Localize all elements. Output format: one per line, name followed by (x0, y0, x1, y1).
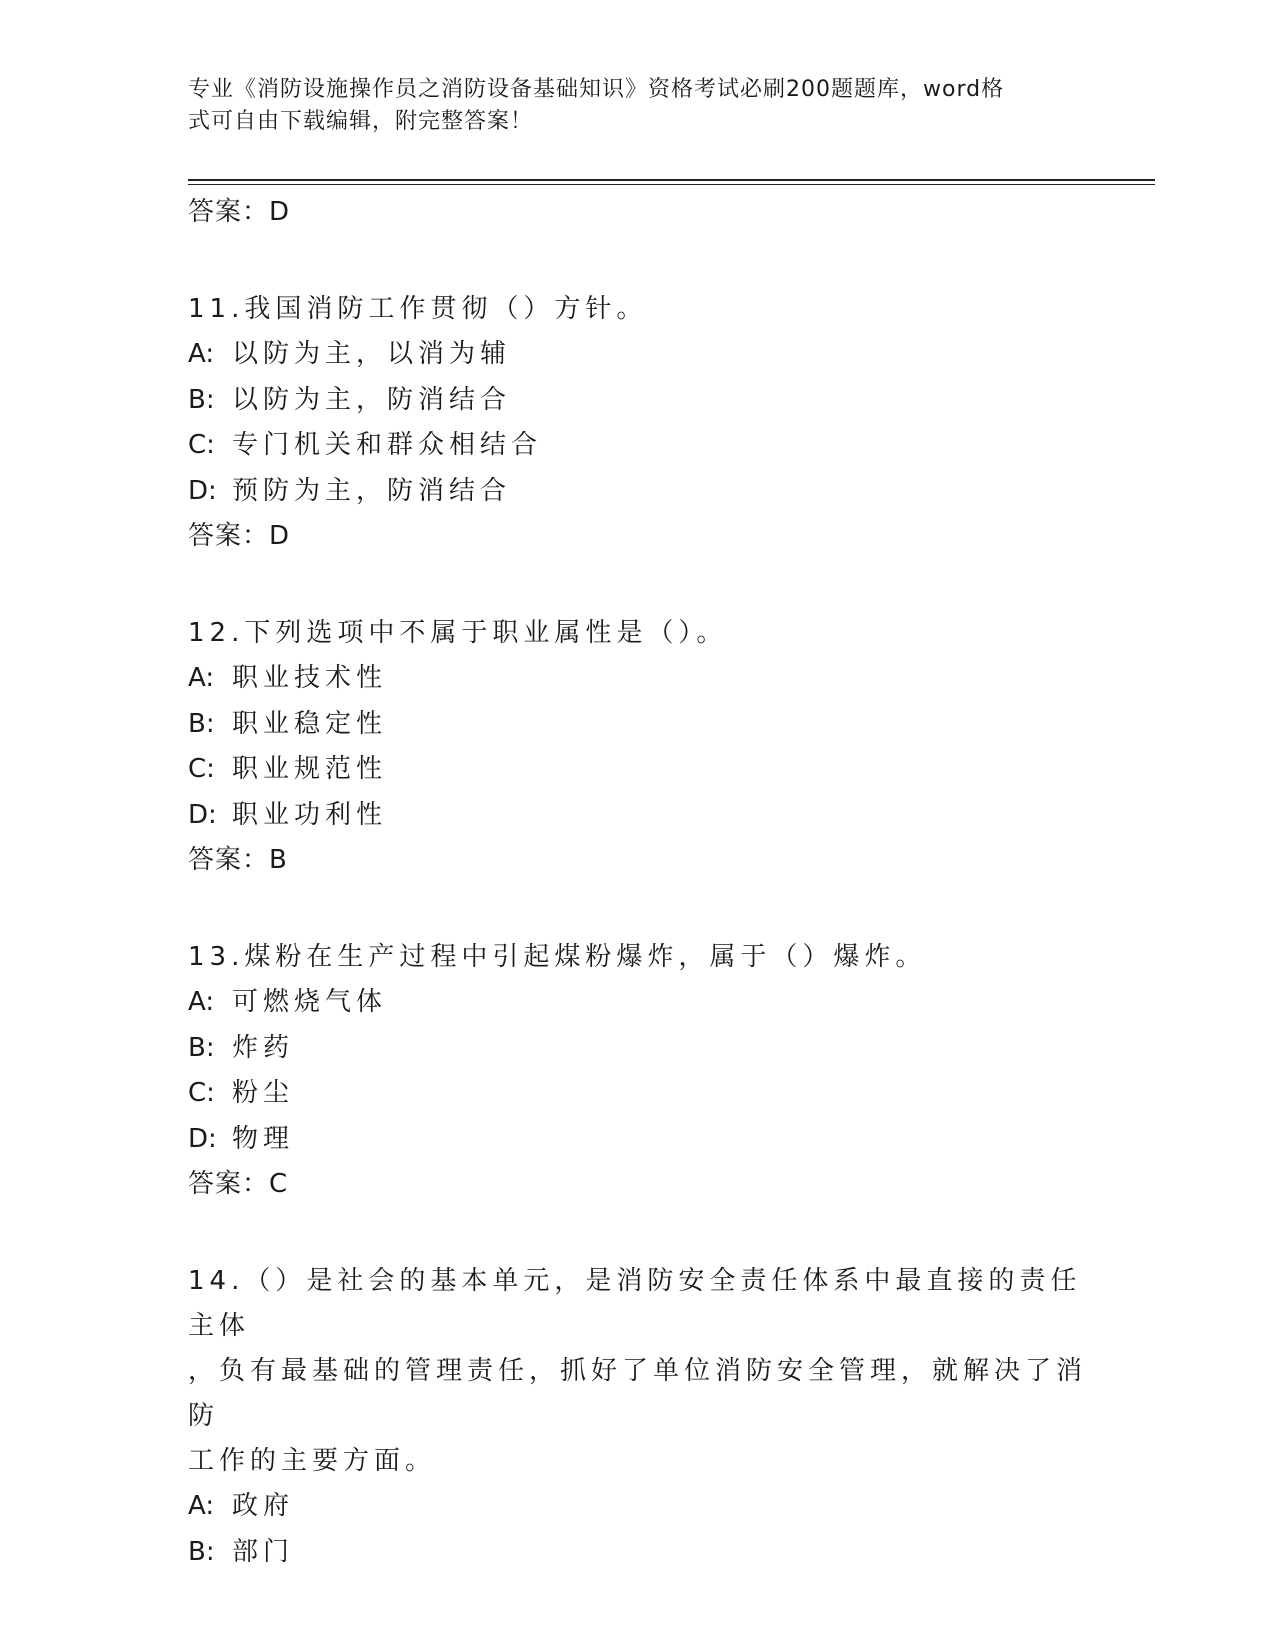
header-line-2: 式可自由下载编辑，附完整答案！ (188, 109, 534, 134)
answer: 答案：D (188, 521, 291, 551)
option-c (188, 423, 1088, 469)
option-d (188, 1117, 1088, 1163)
header-divider-thick (188, 179, 1155, 181)
option-text: 政府 (232, 1491, 295, 1521)
option-a (188, 980, 1088, 1026)
option-a (188, 1484, 1088, 1530)
option-text: 炸药 (232, 1032, 295, 1063)
option-text: 专门机关和群众相结合 (232, 430, 543, 460)
option-text: 以防为主，防消结合 (232, 384, 512, 415)
option-c (188, 747, 1088, 793)
question-13 (188, 935, 1088, 1206)
option-letter: A: (188, 339, 215, 369)
option-letter: B: (188, 384, 215, 415)
option-letter: B: (188, 1536, 215, 1567)
option-text: 职业规范性 (232, 754, 388, 784)
question-stem: 12.下列选项中不属于职业属性是（）。 (188, 618, 728, 648)
option-c (188, 1071, 1088, 1117)
answer: 答案：C (188, 1169, 289, 1199)
question-stem-line-2: ，负有最基础的管理责任，抓好了单位消防安全管理，就解决了消防 (188, 1356, 1088, 1431)
option-letter: A: (188, 663, 215, 693)
question-14 (188, 1259, 1088, 1575)
question-stem: 13.煤粉在生产过程中引起煤粉爆炸，属于（）爆炸。 (188, 942, 927, 972)
option-b (188, 378, 1088, 424)
option-letter: A: (188, 987, 215, 1017)
option-text: 预防为主，防消结合 (232, 475, 512, 506)
option-letter: C: (188, 1078, 215, 1108)
option-text: 职业功利性 (232, 799, 388, 830)
question-12 (188, 611, 1088, 882)
answer-previous: 答案：D (188, 197, 291, 227)
option-text: 粉尘 (232, 1078, 295, 1108)
header-line-1: 专业《消防设施操作员之消防设备基础知识》资格考试必刷200题题库，word格 (188, 77, 1005, 102)
option-letter: D: (188, 1123, 217, 1154)
question-11 (188, 287, 1088, 558)
option-text: 部门 (232, 1536, 295, 1567)
option-b (188, 1026, 1088, 1072)
option-d (188, 469, 1088, 515)
option-a (188, 332, 1088, 378)
option-letter: B: (188, 708, 215, 739)
answer: 答案：B (188, 845, 288, 875)
option-text: 物理 (232, 1123, 295, 1154)
option-text: 职业技术性 (232, 663, 388, 693)
document-header (188, 74, 1068, 138)
question-stem-line-1: 14.（）是社会的基本单元，是消防安全责任体系中最直接的责任主体 (188, 1266, 1082, 1341)
option-b (188, 702, 1088, 748)
option-a (188, 656, 1088, 702)
question-stem: 11.我国消防工作贯彻（）方针。 (188, 294, 648, 324)
option-letter: C: (188, 754, 215, 784)
option-text: 可燃烧气体 (232, 987, 388, 1017)
header-divider-thin (188, 184, 1155, 185)
option-letter: D: (188, 475, 217, 506)
option-letter: A: (188, 1491, 215, 1521)
option-letter: C: (188, 430, 215, 460)
question-list (188, 190, 1088, 1575)
option-b (188, 1530, 1088, 1576)
option-letter: B: (188, 1032, 215, 1063)
option-text: 以防为主，以消为辅 (232, 339, 512, 369)
option-text: 职业稳定性 (232, 708, 388, 739)
question-stem-line-3: 工作的主要方面。 (188, 1446, 437, 1476)
option-letter: D: (188, 799, 217, 830)
option-d (188, 793, 1088, 839)
